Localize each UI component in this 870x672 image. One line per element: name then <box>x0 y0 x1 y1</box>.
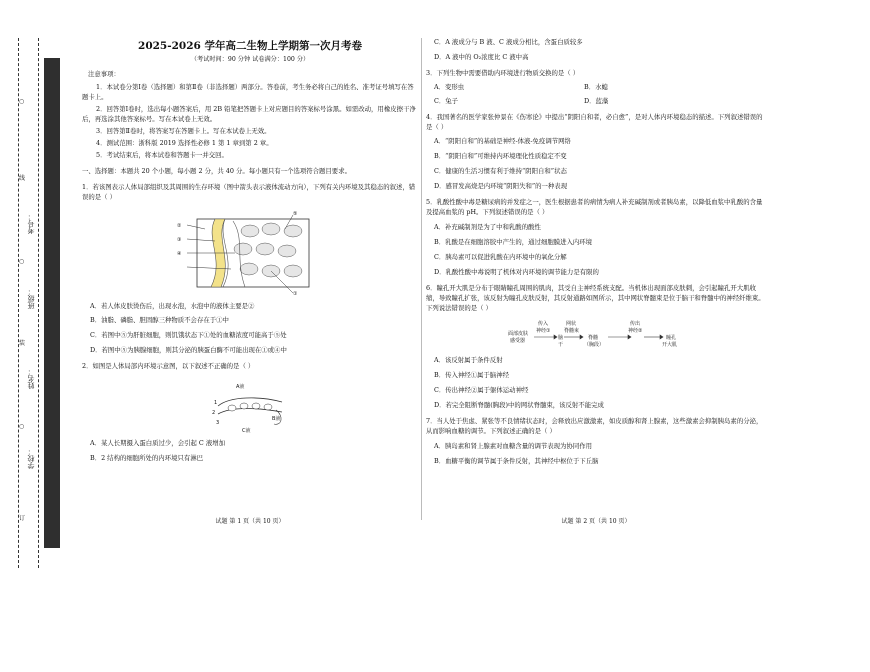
q1-option-c: C．若图中⑤为肝脏细胞，则饥饿状态下①处的血糖浓度可能高于⑤处 <box>90 331 287 340</box>
notice-2: 2．回答第Ⅰ卷时，选出每小题答案后，用 2B 铅笔把答题卡上对应题目的答案标号涂黑。如需改动，用橡皮擦干净后，再选涂其他答案标号。写在本试卷上无效。 <box>82 105 416 124</box>
q6-option-b: B．传入神经①属于脑神经 <box>434 371 509 380</box>
exam-subtitle: （考试时间：90 分钟 试卷满分：100 分） <box>190 55 310 63</box>
q1-option-a: A．若人体皮肤烫伤后，出现水泡，水泡中的液体主要是② <box>90 301 255 310</box>
binding-margin <box>16 38 66 568</box>
q5-option-d: D．乳酸性酸中毒说明了机体对内环境的调节能力是有限的 <box>434 267 599 276</box>
q3-option-d: D．蓝藻 <box>584 96 609 105</box>
fig1-label-5: ⑤ <box>293 210 298 217</box>
fig3-brain: 脑 <box>558 335 564 342</box>
q2-option-a: A．某人长期摄入蛋白质过少，会引起 C 液增加 <box>90 439 225 448</box>
q3-option-a: A．变形虫 <box>434 82 465 91</box>
fig1-label-1: ① <box>293 290 298 297</box>
fig2-label-3: 3 <box>216 420 220 427</box>
q2-option-b: B．2 结构的细胞所处的内环境只有淋巴 <box>90 454 204 463</box>
q6-option-c: C．传出神经②属于躯体运动神经 <box>434 386 529 395</box>
reflex-pathway-figure <box>506 319 686 351</box>
question-7-stem: 7．当人处于焦虑、紧张等不良情绪状态时，会释放出应激激素，如皮质醇和肾上腺素，这些激素会抑制胰岛素的分泌，从而影响血糖的调节。下列叙述正确的是（ ） <box>426 417 763 436</box>
binding-seal-line: 线 <box>19 175 26 182</box>
q5-option-b: B．乳酸是在细胞溶胶中产生的，通过细胞膜进入内环境 <box>434 237 593 246</box>
q2-option-d: D．A 液中的 O₂浓度比 C 液中高 <box>434 52 529 61</box>
notice-3: 3．回答第Ⅱ卷时，将答案写在答题卡上。写在本试卷上无效。 <box>96 127 271 136</box>
q6-option-a: A．该反射属于条件反射 <box>434 356 503 365</box>
q4-option-d: D．感冒发高烧是内环境“阴阳失和”的一种表现 <box>434 182 568 191</box>
question-6-stem: 6．瞳孔开大肌是分布于眼睛瞳孔周围的肌肉，其受自主神经系统支配。当机体出现面部皮肤刺，会引起瞳孔开大肌收缩，导致瞳孔扩张，该反射为瞳孔皮肤反射，其反射通路如图所示，其中网状脊髓束是位于脑干和脊髓中的神经纤维束。下列说法错误的是（ ） <box>426 283 765 312</box>
q1-option-d: D．若图中⑤为胰腺细胞，则其分泌的胰蛋白酶不可能出现在①或④中 <box>90 346 287 355</box>
binding-dashed-line-inner <box>38 38 39 568</box>
fig3-receptor: 感受器 <box>510 338 526 345</box>
notice-4: 4．测试范围：浙科版 2019 选择性必修 1 第 1 章到第 2 章。 <box>96 138 273 147</box>
binding-seal-install: 装 <box>19 340 26 347</box>
fig1-label-4: ④ <box>177 250 182 257</box>
fig3-pupil: 瞳孔 <box>666 335 677 342</box>
fig3-stem: 干 <box>558 342 564 349</box>
fig2-label-2: 2 <box>212 410 216 417</box>
fig3-spinal-cord: 脊髓 <box>588 335 599 342</box>
binding-circle-3: ○ <box>19 423 25 430</box>
q4-option-c: C．健康的生活习惯有利于维持“阴阳自和”状态 <box>434 167 567 176</box>
q5-option-a: A．补充碱制剂是为了中和乳酸的酸性 <box>434 222 541 231</box>
q5-option-c: C．胰岛素可以促进乳酸在内环境中的氧化分解 <box>434 252 567 261</box>
fig3-afferent: 传入 <box>538 321 549 328</box>
q3-option-c: C．兔子 <box>434 96 459 105</box>
exam-number-label: 考号： <box>27 213 35 234</box>
fig3-efferent: 传出 <box>630 321 641 328</box>
fig1-label-3: ③ <box>177 236 182 243</box>
fig3-thoracic: （胸段） <box>584 342 605 349</box>
q7-option-a: A．胰岛素和肾上腺素对血糖含量的调节表现为协同作用 <box>434 441 592 450</box>
fig1-label-2: ② <box>177 222 182 229</box>
section-heading: 一、选择题：本题共 20 个小题，每小题 2 分，共 40 分。每小题只有一个选项符合题目要求。 <box>82 166 351 175</box>
footer-page-1: 试题 第 1 页（共 10 页） <box>215 518 285 525</box>
capillary-figure <box>210 378 290 434</box>
question-4-stem: 4．我国著名的医学家张仲景在《伤寒论》中提出“阴阳自和者，必自愈”，是对人体内环境稳态的描述。下列叙述错误的是（ ） <box>426 112 763 131</box>
question-3-stem: 3．下列生物中需要借助内环境进行物质交换的是（ ） <box>426 68 580 77</box>
binding-dashed-line <box>18 38 19 568</box>
binding-circle-1: ○ <box>19 98 25 105</box>
tissue-figure <box>175 209 325 297</box>
q4-option-b: B．“阴阳自和”可维持内环境理化性质稳定不变 <box>434 152 567 161</box>
binding-gray-bar <box>44 58 60 548</box>
fig3-dilator: 开大肌 <box>662 342 678 349</box>
q3-option-b: B．水螅 <box>584 82 608 91</box>
question-1-stem: 1．若该图表示人体局部组织及其周围的生存环境（图中箭头表示液体流动方向），下列有关内环境及其稳态的叙述，错误的是（ ） <box>82 182 416 201</box>
fig3-nerve-2: 神经② <box>628 328 643 335</box>
fig3-face-skin: 面部皮肤 <box>508 331 529 338</box>
binding-seal-staple: 订 <box>19 515 26 522</box>
q2-option-c: C．A 液成分与 B 液、C 液成分相比，含蛋白质较多 <box>434 38 583 46</box>
binding-circle-2: ○ <box>19 258 25 265</box>
q7-option-b: B．血糖平衡的调节属于条件反射，其神经中枢位于下丘脑 <box>434 456 599 465</box>
right-column <box>426 38 766 467</box>
column-divider <box>421 38 422 520</box>
school-label: 学校： <box>27 448 35 469</box>
left-column <box>82 38 418 464</box>
class-label: 班级： <box>27 288 35 309</box>
notice-1: 1．本试卷分第Ⅰ卷（选择题）和第Ⅱ卷（非选择题）两部分。答卷前，考生务必将自己的姓名、准考证号填写在答题卡上。 <box>82 83 414 102</box>
notice-5: 5．考试结束后，将本试卷和答题卡一并交回。 <box>96 150 228 159</box>
fig2-label-a: A液 <box>236 384 245 391</box>
fig3-nerve-1: 神经① <box>536 328 551 335</box>
fig2-label-1: 1 <box>214 400 218 407</box>
notice-heading: 注意事项： <box>88 70 120 79</box>
fig3-spinal-tract: 脊髓束 <box>564 328 580 335</box>
fig2-label-b: B液 <box>272 416 281 423</box>
name-label: 姓名： <box>27 368 35 389</box>
exam-title: 2025-2026 学年高二生物上学期第一次月考卷 <box>138 40 362 52</box>
fig3-reticulo: 网状 <box>566 321 577 328</box>
q6-option-d: D．若完全阻断脊髓(胸段)中的网状脊髓束，该反射不能完成 <box>434 401 604 410</box>
footer-page-2: 试题 第 2 页（共 10 页） <box>561 518 631 525</box>
q1-option-b: B．油脂、磷脂、胆固醇三种物质不会存在于①中 <box>90 316 229 325</box>
fig2-label-c: C液 <box>242 428 251 435</box>
question-2-stem: 2．如图是人体局部内环境示意图，以下叙述不正确的是（ ） <box>82 362 255 371</box>
q4-option-a: A．“阴阳自和”的基础是神经-体液-免疫调节网络 <box>434 137 571 146</box>
question-5-stem: 5．乳酸性酸中毒是糖尿病的并发症之一，医生根据患者的病情为病人补充碱制剂或者胰岛素，以降低血浆中乳酸的含量及提高血浆的 pH。下列叙述错误的是（ ） <box>426 198 763 217</box>
